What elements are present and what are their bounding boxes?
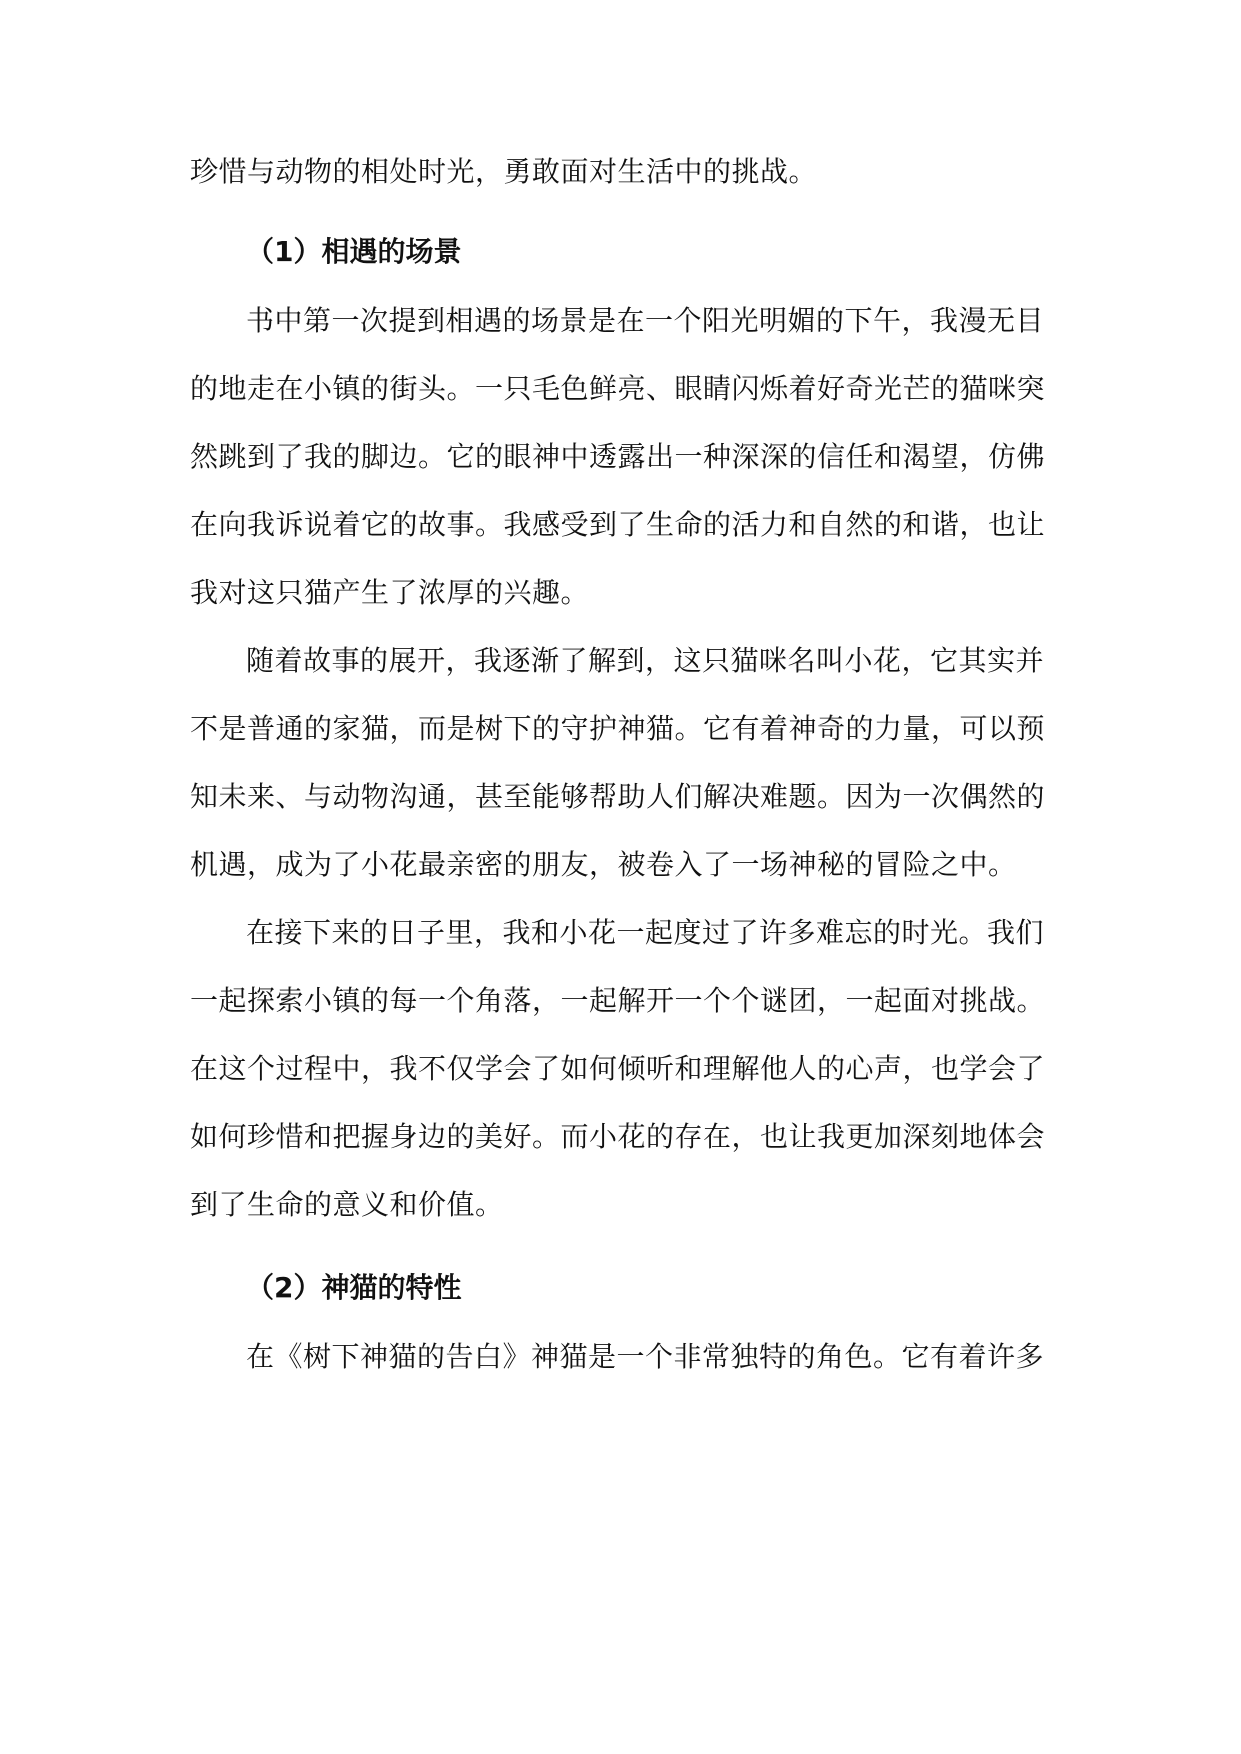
paragraph-line: 在向我诉说着它的故事。我感受到了生命的活力和自然的和谐，也让 (190, 508, 1046, 541)
paragraph-line: 机遇，成为了小花最亲密的朋友，被卷入了一场神秘的冒险之中。 (190, 848, 1017, 881)
paragraph-line: 珍惜与动物的相处时光，勇敢面对生活中的挑战。 (190, 155, 818, 188)
paragraph-line: 书中第一次提到相遇的场景是在一个阳光明媚的下午，我漫无目 (246, 304, 1045, 337)
paragraph-line: 的地走在小镇的街头。一只毛色鲜亮、眼睛闪烁着好奇光芒的猫咪突 (190, 372, 1046, 405)
paragraph-line: 在这个过程中，我不仅学会了如何倾听和理解他人的心声，也学会了 (190, 1052, 1046, 1085)
paragraph-line: 然跳到了我的脚边。它的眼神中透露出一种深深的信任和渴望，仿佛 (190, 440, 1046, 473)
paragraph-line: 不是普通的家猫，而是树下的守护神猫。它有着神奇的力量，可以预 (190, 712, 1046, 745)
paragraph-line: 知未来、与动物沟通，甚至能够帮助人们解决难题。因为一次偶然的 (190, 780, 1046, 813)
section-heading-2: （2）神猫的特性 (246, 1271, 462, 1304)
paragraph-line: 在接下来的日子里，我和小花一起度过了许多难忘的时光。我们 (246, 916, 1045, 949)
section-heading-1: （1）相遇的场景 (246, 235, 462, 268)
paragraph-line: 在《树下神猫的告白》神猫是一个非常独特的角色。它有着许多 (246, 1340, 1045, 1373)
paragraph-line: 一起探索小镇的每一个角落，一起解开一个个谜团，一起面对挑战。 (190, 984, 1046, 1017)
paragraph-line: 我对这只猫产生了浓厚的兴趣。 (190, 576, 590, 609)
paragraph-line: 到了生命的意义和价值。 (190, 1188, 504, 1221)
paragraph-line: 随着故事的展开，我逐渐了解到，这只猫咪名叫小花，它其实并 (246, 644, 1045, 677)
paragraph-line: 如何珍惜和把握身边的美好。而小花的存在，也让我更加深刻地体会 (190, 1120, 1046, 1153)
